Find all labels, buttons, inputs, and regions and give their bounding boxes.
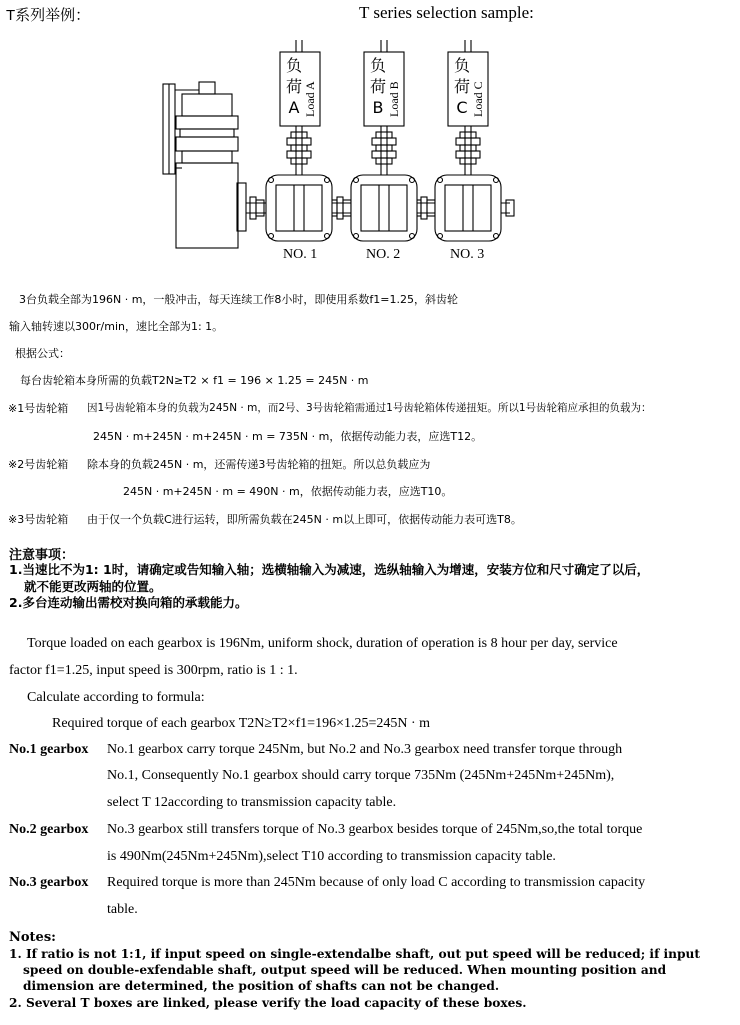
- cn-note-1b: 就不能更改两轴的位置。: [24, 579, 162, 594]
- en-gearbox-2-line-2: is 490Nm(245Nm+245Nm),select T10 according to transmission capacity table.: [107, 849, 556, 864]
- title-cn: T系列举例：: [6, 7, 91, 24]
- en-gearbox-2-line-1: No.3 gearbox still transfers torque of No.3 gearbox besides torque of 245Nm,so,the total torque: [107, 822, 643, 837]
- gearbox-3: [435, 175, 501, 241]
- load-c-text: 负 荷 C: [453, 56, 470, 117]
- load-b-text: 负 荷 B: [369, 56, 386, 117]
- en-note-1c: dimension are determined, the position of shafts can not be changed.: [23, 979, 500, 993]
- cn-note-1a: 1.当速比不为1: 1时，请确定或告知输入轴；选横轴输入为减速，选纵轴输入为增速，安装方位和尺寸确定了以后，: [9, 562, 650, 577]
- gearbox-2: [351, 175, 417, 241]
- en-note-1b: speed on double-exfendable shaft, output speed will be reduced. When mounting position and: [23, 963, 667, 977]
- en-notes-title: Notes:: [9, 930, 56, 945]
- en-gearbox-2-label: No.2 gearbox: [9, 822, 89, 837]
- cn-formula: 每台齿轮箱本身所需的负载T2N≥T2 × f1 = 196 × 1.25 = 245N · m: [20, 374, 369, 387]
- title-en: T series selection sample:: [359, 3, 534, 22]
- en-formula: Required torque of each gearbox T2N≥T2×f1=196×1.25=245N · m: [52, 716, 431, 731]
- cn-note-2: 2.多台连动输出需校对换向箱的承载能力。: [9, 595, 248, 610]
- cn-gearbox-3-label: ※3号齿轮箱: [8, 513, 69, 526]
- en-gearbox-1-label: No.1 gearbox: [9, 742, 89, 757]
- en-gearbox-3-line-2: table.: [107, 902, 138, 917]
- gearbox-1: [266, 175, 332, 241]
- cn-paragraph-3: 根据公式：: [15, 347, 70, 360]
- cn-gearbox-1-text: 因1号齿轮箱本身的负载为245N · m，而2号、3号齿轮箱需通过1号齿轮箱体传递扭矩。所以1号齿轮箱应承担的负载为：: [87, 402, 652, 414]
- en-gearbox-1-line-1: No.1 gearbox carry torque 245Nm, but No.2 and No.3 gearbox need transfer torque through: [107, 742, 623, 757]
- en-gearbox-3-label: No.3 gearbox: [9, 875, 89, 890]
- cn-gearbox-1-label: ※1号齿轮箱: [8, 402, 69, 415]
- motor-assembly: [163, 82, 246, 248]
- en-note-2: 2. Several T boxes are linked, please verify the load capacity of these boxes.: [9, 996, 527, 1010]
- en-gearbox-3-line-1: Required torque is more than 245Nm because of only load C according to transmission capacity: [107, 875, 646, 890]
- en-gearbox-1-line-3: select T 12according to transmission capacity table.: [107, 795, 397, 810]
- en-gearbox-1-line-2: No.1, Consequently No.1 gearbox should carry torque 735Nm (245Nm+245Nm+245Nm),: [107, 768, 615, 783]
- en-paragraph-3: Calculate according to formula:: [27, 690, 205, 705]
- gearbox-diagram: [0, 0, 740, 275]
- cn-gearbox-1-calc: 245N · m+245N · m+245N · m = 735N · m，依据传动能力表，应选T12。: [93, 430, 483, 443]
- cn-paragraph-1: 3台负载全部为196N · m，一般冲击，每天连续工作8小时，即使用系数f1=1.25，斜齿轮: [19, 293, 459, 306]
- cn-notes-title: 注意事项：: [9, 548, 75, 563]
- load-c-en: Load C: [471, 81, 485, 117]
- cn-gearbox-2-calc: 245N · m+245N · m = 490N · m，依据传动能力表，应选T10。: [123, 485, 453, 498]
- gearbox-number-1: NO. 1: [283, 247, 318, 262]
- gearbox-number-3: NO. 3: [450, 247, 485, 262]
- cn-gearbox-2-text: 除本身的负载245N · m，还需传递3号齿轮箱的扭矩。所以总负载应为: [87, 458, 431, 471]
- en-paragraph-1: Torque loaded on each gearbox is 196Nm, uniform shock, duration of operation is 8 hour per day, service: [27, 636, 618, 651]
- gearbox-number-2: NO. 2: [366, 247, 401, 262]
- load-a-text: 负 荷 A: [285, 56, 302, 117]
- en-paragraph-2: factor f1=1.25, input speed is 300rpm, ratio is 1 : 1.: [9, 663, 298, 678]
- cn-gearbox-3-text: 由于仅一个负载C进行运转，即所需负载在245N · m以上即可，依据传动能力表可选T8。: [87, 513, 522, 526]
- cn-gearbox-2-label: ※2号齿轮箱: [8, 458, 69, 471]
- load-a-en: Load A: [303, 81, 317, 117]
- load-b-en: Load B: [387, 81, 401, 117]
- cn-paragraph-2: 输入轴转速以300r/min，速比全部为1: 1。: [9, 320, 224, 333]
- en-note-1a: 1. If ratio is not 1:1, if input speed on single-extendalbe shaft, out put speed will be reduced; if input: [9, 947, 701, 961]
